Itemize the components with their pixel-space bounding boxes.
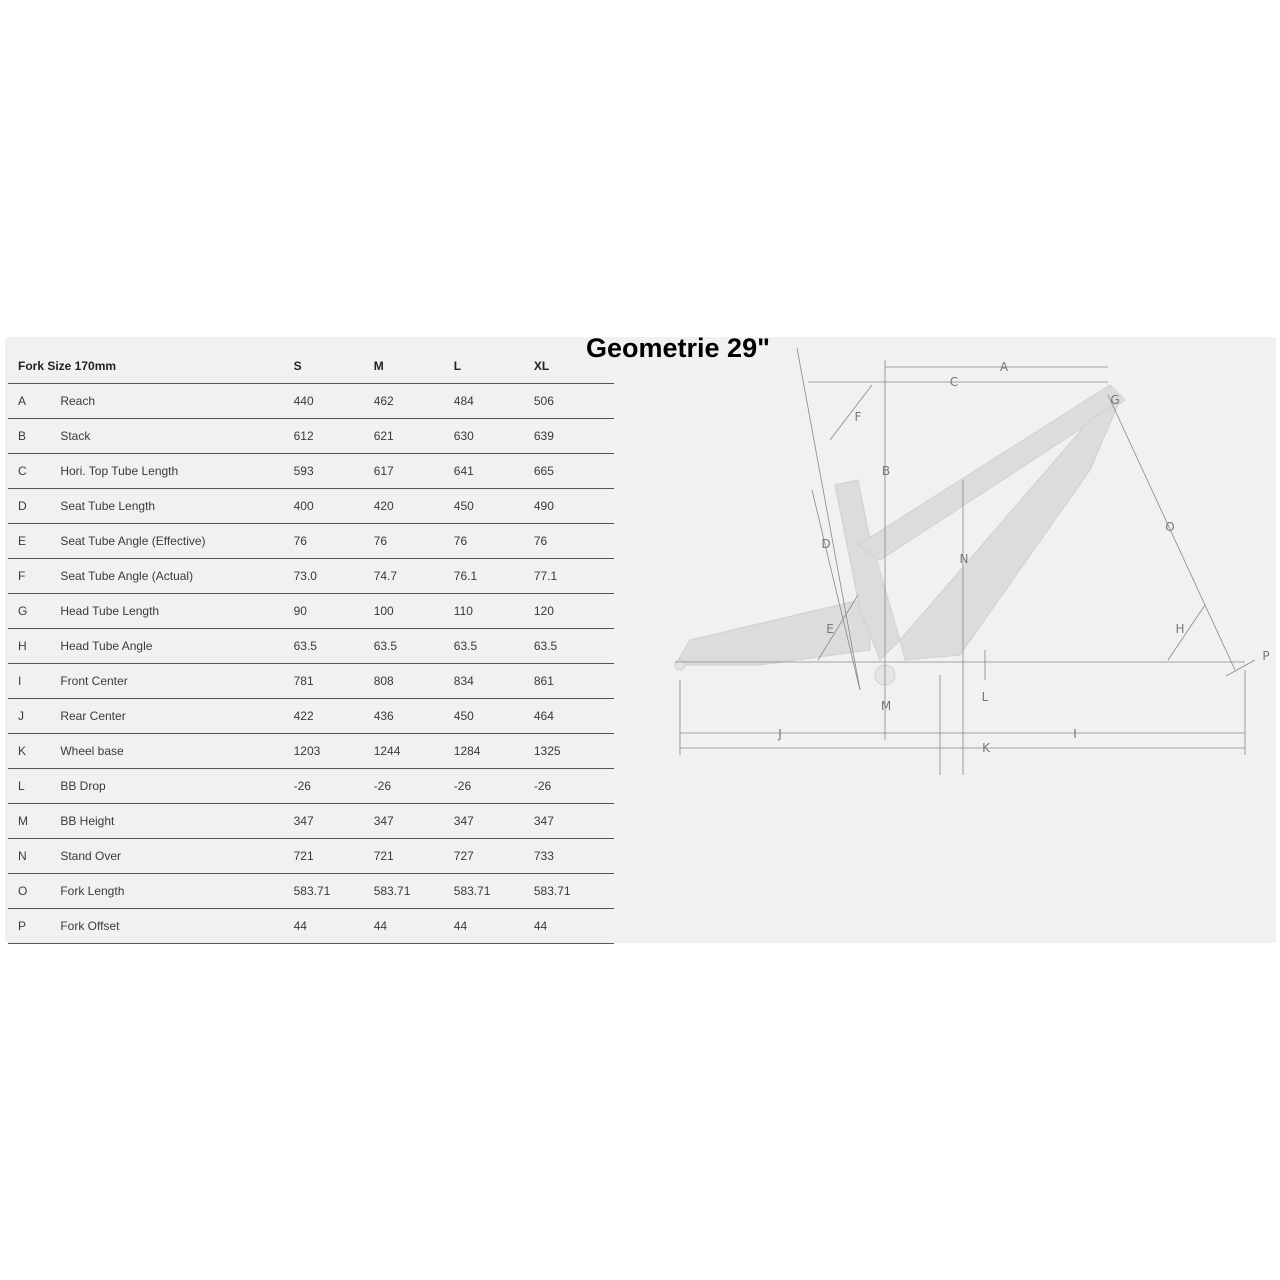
- table-row: [8, 559, 614, 594]
- dimension-value: -26: [454, 769, 534, 804]
- table-row: [8, 874, 614, 909]
- dimension-value: 621: [374, 419, 454, 454]
- dimension-value: 617: [374, 454, 454, 489]
- dimension-name: BB Drop: [60, 769, 293, 804]
- dimension-code: B: [8, 419, 60, 454]
- dimension-value: 76: [454, 524, 534, 559]
- dimension-value: 100: [374, 594, 454, 629]
- table-row: [8, 594, 614, 629]
- dimension-label-p: P: [1262, 649, 1270, 663]
- dimension-value: 721: [374, 839, 454, 874]
- dimension-label-m: M: [880, 699, 892, 713]
- dimension-value: 44: [374, 909, 454, 944]
- page-title: Geometrie 29": [586, 333, 770, 363]
- dimension-value: 733: [534, 839, 614, 874]
- dimension-label-f: F: [854, 410, 862, 424]
- dimension-value: 583.71: [294, 874, 374, 909]
- dimension-value: 583.71: [534, 874, 614, 909]
- dimension-label-g: G: [1110, 393, 1120, 407]
- dimension-value: 436: [374, 699, 454, 734]
- dimension-value: 593: [294, 454, 374, 489]
- dimension-value: 73.0: [294, 559, 374, 594]
- dimension-name: Front Center: [60, 664, 293, 699]
- table-row: [8, 734, 614, 769]
- dimension-name: Reach: [60, 384, 293, 419]
- dimension-value: 1325: [534, 734, 614, 769]
- table-row: [8, 419, 614, 454]
- dimension-value: 641: [454, 454, 534, 489]
- dimension-name: Hori. Top Tube Length: [60, 454, 293, 489]
- dimension-label-c: C: [949, 375, 959, 389]
- dimension-label-l: L: [981, 690, 989, 704]
- dimension-label-h: H: [1175, 622, 1185, 636]
- dimension-value: 583.71: [374, 874, 454, 909]
- dimension-value: 63.5: [454, 629, 534, 664]
- dimension-value: 612: [294, 419, 374, 454]
- dimension-code: G: [8, 594, 60, 629]
- frame-geometry-diagram: [614, 337, 1276, 943]
- table-row: [8, 699, 614, 734]
- dimension-value: 90: [294, 594, 374, 629]
- dimension-value: 583.71: [454, 874, 534, 909]
- dimension-value: 861: [534, 664, 614, 699]
- dimension-value: 665: [534, 454, 614, 489]
- dimension-value: 462: [374, 384, 454, 419]
- size-s-header: S: [294, 348, 374, 384]
- dimension-value: 639: [534, 419, 614, 454]
- dimension-name: Seat Tube Angle (Effective): [60, 524, 293, 559]
- table-row: [8, 664, 614, 699]
- dimension-value: 440: [294, 384, 374, 419]
- dimension-name: Fork Length: [60, 874, 293, 909]
- bike-frame-silhouette: [675, 385, 1125, 685]
- dimension-value: 74.7: [374, 559, 454, 594]
- dimension-value: 63.5: [374, 629, 454, 664]
- size-l-header: L: [454, 348, 534, 384]
- dimension-value: 506: [534, 384, 614, 419]
- dimension-label-e: E: [826, 622, 834, 636]
- dimension-value: 727: [454, 839, 534, 874]
- rear-axle: [675, 660, 685, 670]
- dimension-code: A: [8, 384, 60, 419]
- dimension-value: 347: [534, 804, 614, 839]
- dimension-value: 347: [374, 804, 454, 839]
- dimension-value: 1244: [374, 734, 454, 769]
- table-row: [8, 769, 614, 804]
- dimension-name: Stand Over: [60, 839, 293, 874]
- dimension-code: N: [8, 839, 60, 874]
- dimension-value: 76.1: [454, 559, 534, 594]
- dimension-name: Wheel base: [60, 734, 293, 769]
- dimension-value: 44: [294, 909, 374, 944]
- dimension-value: 77.1: [534, 559, 614, 594]
- dimension-value: 76: [534, 524, 614, 559]
- dimension-label-o: O: [1165, 520, 1175, 534]
- dimension-label-k: K: [982, 741, 990, 755]
- dimension-value: 450: [454, 699, 534, 734]
- dimension-value: 76: [294, 524, 374, 559]
- dimension-value: -26: [534, 769, 614, 804]
- dimension-code: D: [8, 489, 60, 524]
- dimension-name: Rear Center: [60, 699, 293, 734]
- dimension-value: 400: [294, 489, 374, 524]
- dimension-code: J: [8, 699, 60, 734]
- dimension-name: BB Height: [60, 804, 293, 839]
- dimension-value: 630: [454, 419, 534, 454]
- table-row: [8, 909, 614, 944]
- dimension-name: Seat Tube Length: [60, 489, 293, 524]
- dimension-value: 110: [454, 594, 534, 629]
- dimension-value: 63.5: [534, 629, 614, 664]
- dimension-label-a: A: [999, 360, 1009, 374]
- dimension-value: -26: [294, 769, 374, 804]
- dimension-value: 484: [454, 384, 534, 419]
- dimension-value: 63.5: [294, 629, 374, 664]
- table-header-row: [8, 348, 614, 384]
- dimension-label-j: J: [778, 727, 782, 741]
- dimension-code: L: [8, 769, 60, 804]
- size-m-header: M: [374, 348, 454, 384]
- dimension-value: 450: [454, 489, 534, 524]
- dimension-code: H: [8, 629, 60, 664]
- dimension-code: F: [8, 559, 60, 594]
- dimension-value: 1203: [294, 734, 374, 769]
- dimension-code: C: [8, 454, 60, 489]
- dimension-value: 1284: [454, 734, 534, 769]
- dimension-value: 347: [454, 804, 534, 839]
- dimension-value: 781: [294, 664, 374, 699]
- table-row: [8, 489, 614, 524]
- dimension-value: 721: [294, 839, 374, 874]
- table-row: [8, 524, 614, 559]
- dimension-label-n: N: [959, 552, 969, 566]
- dimension-code: E: [8, 524, 60, 559]
- dimension-value: 347: [294, 804, 374, 839]
- dimension-value: 808: [374, 664, 454, 699]
- dimension-label-d: D: [821, 537, 831, 551]
- dimension-name: Seat Tube Angle (Actual): [60, 559, 293, 594]
- dimension-value: -26: [374, 769, 454, 804]
- dimension-name: Head Tube Angle: [60, 629, 293, 664]
- dimension-value: 422: [294, 699, 374, 734]
- table-row: [8, 454, 614, 489]
- geometry-table: [8, 348, 614, 944]
- dimension-value: 834: [454, 664, 534, 699]
- dimension-name: Fork Offset: [60, 909, 293, 944]
- dimension-code: O: [8, 874, 60, 909]
- dimension-value: 76: [374, 524, 454, 559]
- dimension-code: P: [8, 909, 60, 944]
- dimension-label-i: I: [1073, 727, 1077, 741]
- dimension-value: 44: [534, 909, 614, 944]
- dimension-value: 464: [534, 699, 614, 734]
- dimension-value: 120: [534, 594, 614, 629]
- dimension-value: 44: [454, 909, 534, 944]
- dimension-code: K: [8, 734, 60, 769]
- dimension-value: 490: [534, 489, 614, 524]
- size-xl-header: XL: [534, 348, 614, 384]
- dimension-label-b: B: [881, 464, 891, 478]
- down-tube: [900, 400, 1120, 660]
- table-row: [8, 839, 614, 874]
- dimension-name: Head Tube Length: [60, 594, 293, 629]
- table-row: [8, 629, 614, 664]
- table-row: [8, 384, 614, 419]
- fork-size-header: Fork Size 170mm: [8, 348, 294, 384]
- dimension-code: M: [8, 804, 60, 839]
- dimension-name: Stack: [60, 419, 293, 454]
- dimension-value: 420: [374, 489, 454, 524]
- table-row: [8, 804, 614, 839]
- dimension-code: I: [8, 664, 60, 699]
